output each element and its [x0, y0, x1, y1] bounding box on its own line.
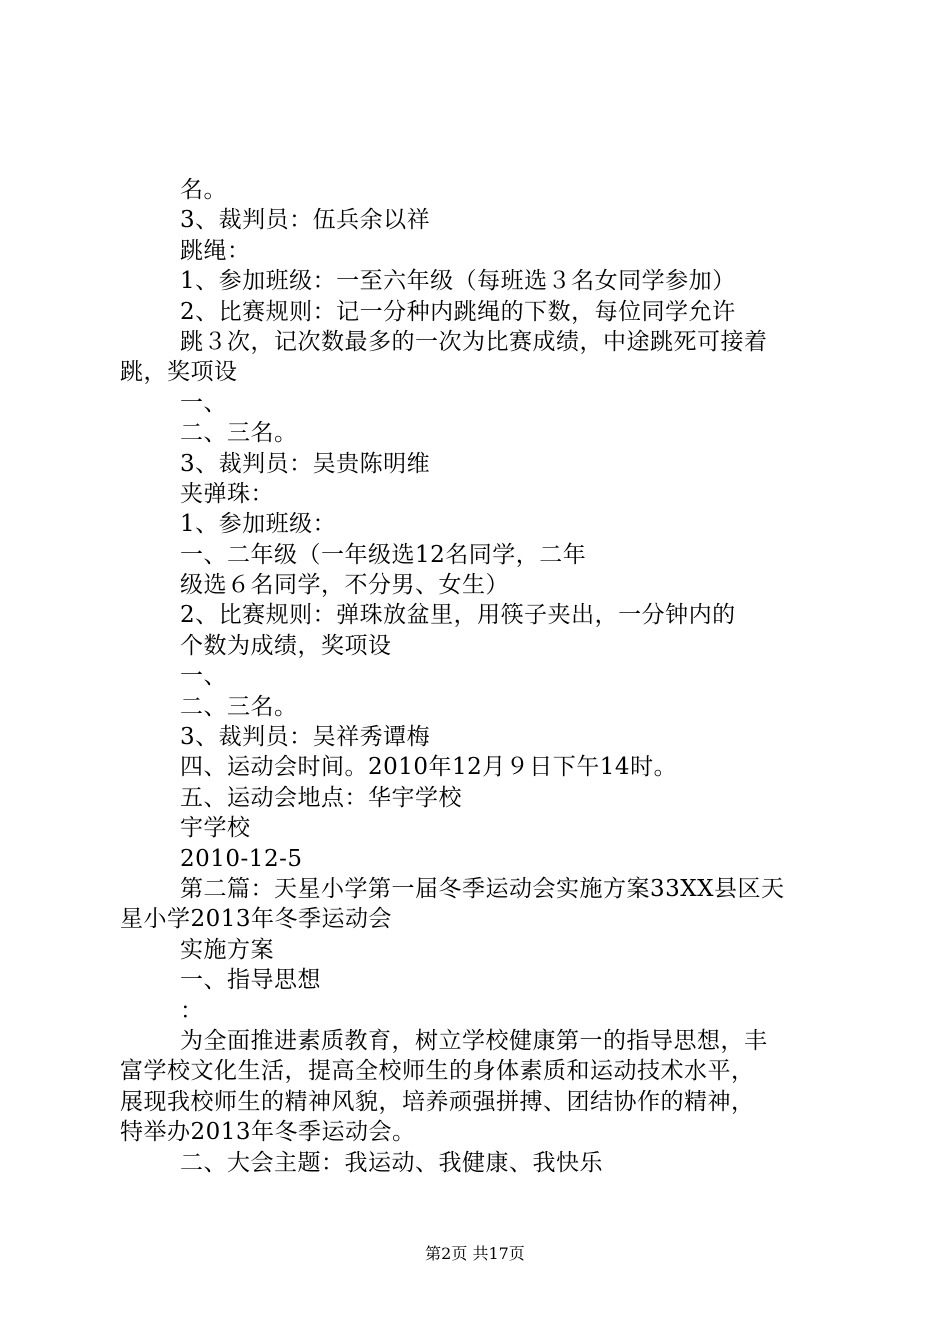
text-line: 特举办2013年冬季运动会。	[120, 1119, 416, 1146]
text-line: 2、比赛规则：记一分种内跳绳的下数，每位同学允许	[180, 298, 736, 325]
text-line: 名。	[180, 177, 227, 203]
text-line: 实施方案	[180, 936, 274, 963]
text-line: 个数为成绩，奖项设	[180, 632, 392, 659]
text-line: 四、运动会时间。2010年12月９日下午14时。	[180, 754, 678, 781]
text-line: 2010-12-5	[180, 845, 303, 872]
text-line: 夹弹珠：	[180, 480, 274, 507]
text-line: 1、参加班级：一至六年级（每班选３名女同学参加）	[180, 268, 736, 295]
text-line: 为全面推进素质教育，树立学校健康第一的指导思想，丰	[180, 1027, 768, 1054]
text-line: 宇学校	[180, 815, 251, 842]
text-line: 富学校文化生活，提高全校师生的身体素质和运动技术水平，	[120, 1058, 755, 1085]
text-line: 第二篇：天星小学第一届冬季运动会实施方案33XX县区天	[180, 875, 785, 902]
text-line: 3、裁判员：伍兵余以祥	[180, 207, 431, 234]
document-body	[120, 175, 832, 1178]
text-line: 跳３次，记次数最多的一次为比赛成绩，中途跳死可接着	[180, 328, 768, 355]
text-line: 展现我校师生的精神风貌，培养顽强拼搏、团结协作的精神，	[120, 1088, 755, 1115]
page-footer: 第2页 共17页	[425, 1244, 525, 1263]
text-line: 二、三名。	[180, 693, 298, 720]
text-line: 五、运动会地点：华宇学校	[180, 784, 462, 811]
text-line: ：	[180, 997, 204, 1024]
text-line: 级选６名同学，不分男、女生）	[180, 572, 509, 599]
text-line: 一、	[180, 389, 227, 416]
text-line: 星小学2013年冬季运动会	[120, 906, 393, 933]
text-line: 二、大会主题：我运动、我健康、我快乐	[180, 1149, 603, 1176]
text-line: 二、三名。	[180, 420, 298, 447]
text-line: 3、裁判员：吴贵陈明维	[180, 450, 431, 477]
text-line: 一、指导思想	[180, 967, 321, 994]
text-line: 跳，奖项设	[120, 359, 238, 386]
text-line: 跳绳：	[180, 237, 251, 264]
text-line: 3、裁判员：吴祥秀谭梅	[180, 724, 431, 751]
text-line: 一、二年级（一年级选12名同学，二年	[180, 541, 587, 568]
text-line: 一、	[180, 663, 227, 690]
text-line: 1、参加班级：	[180, 511, 337, 538]
text-line: 2、比赛规则：弹珠放盆里，用筷子夹出，一分钟内的	[180, 602, 736, 629]
